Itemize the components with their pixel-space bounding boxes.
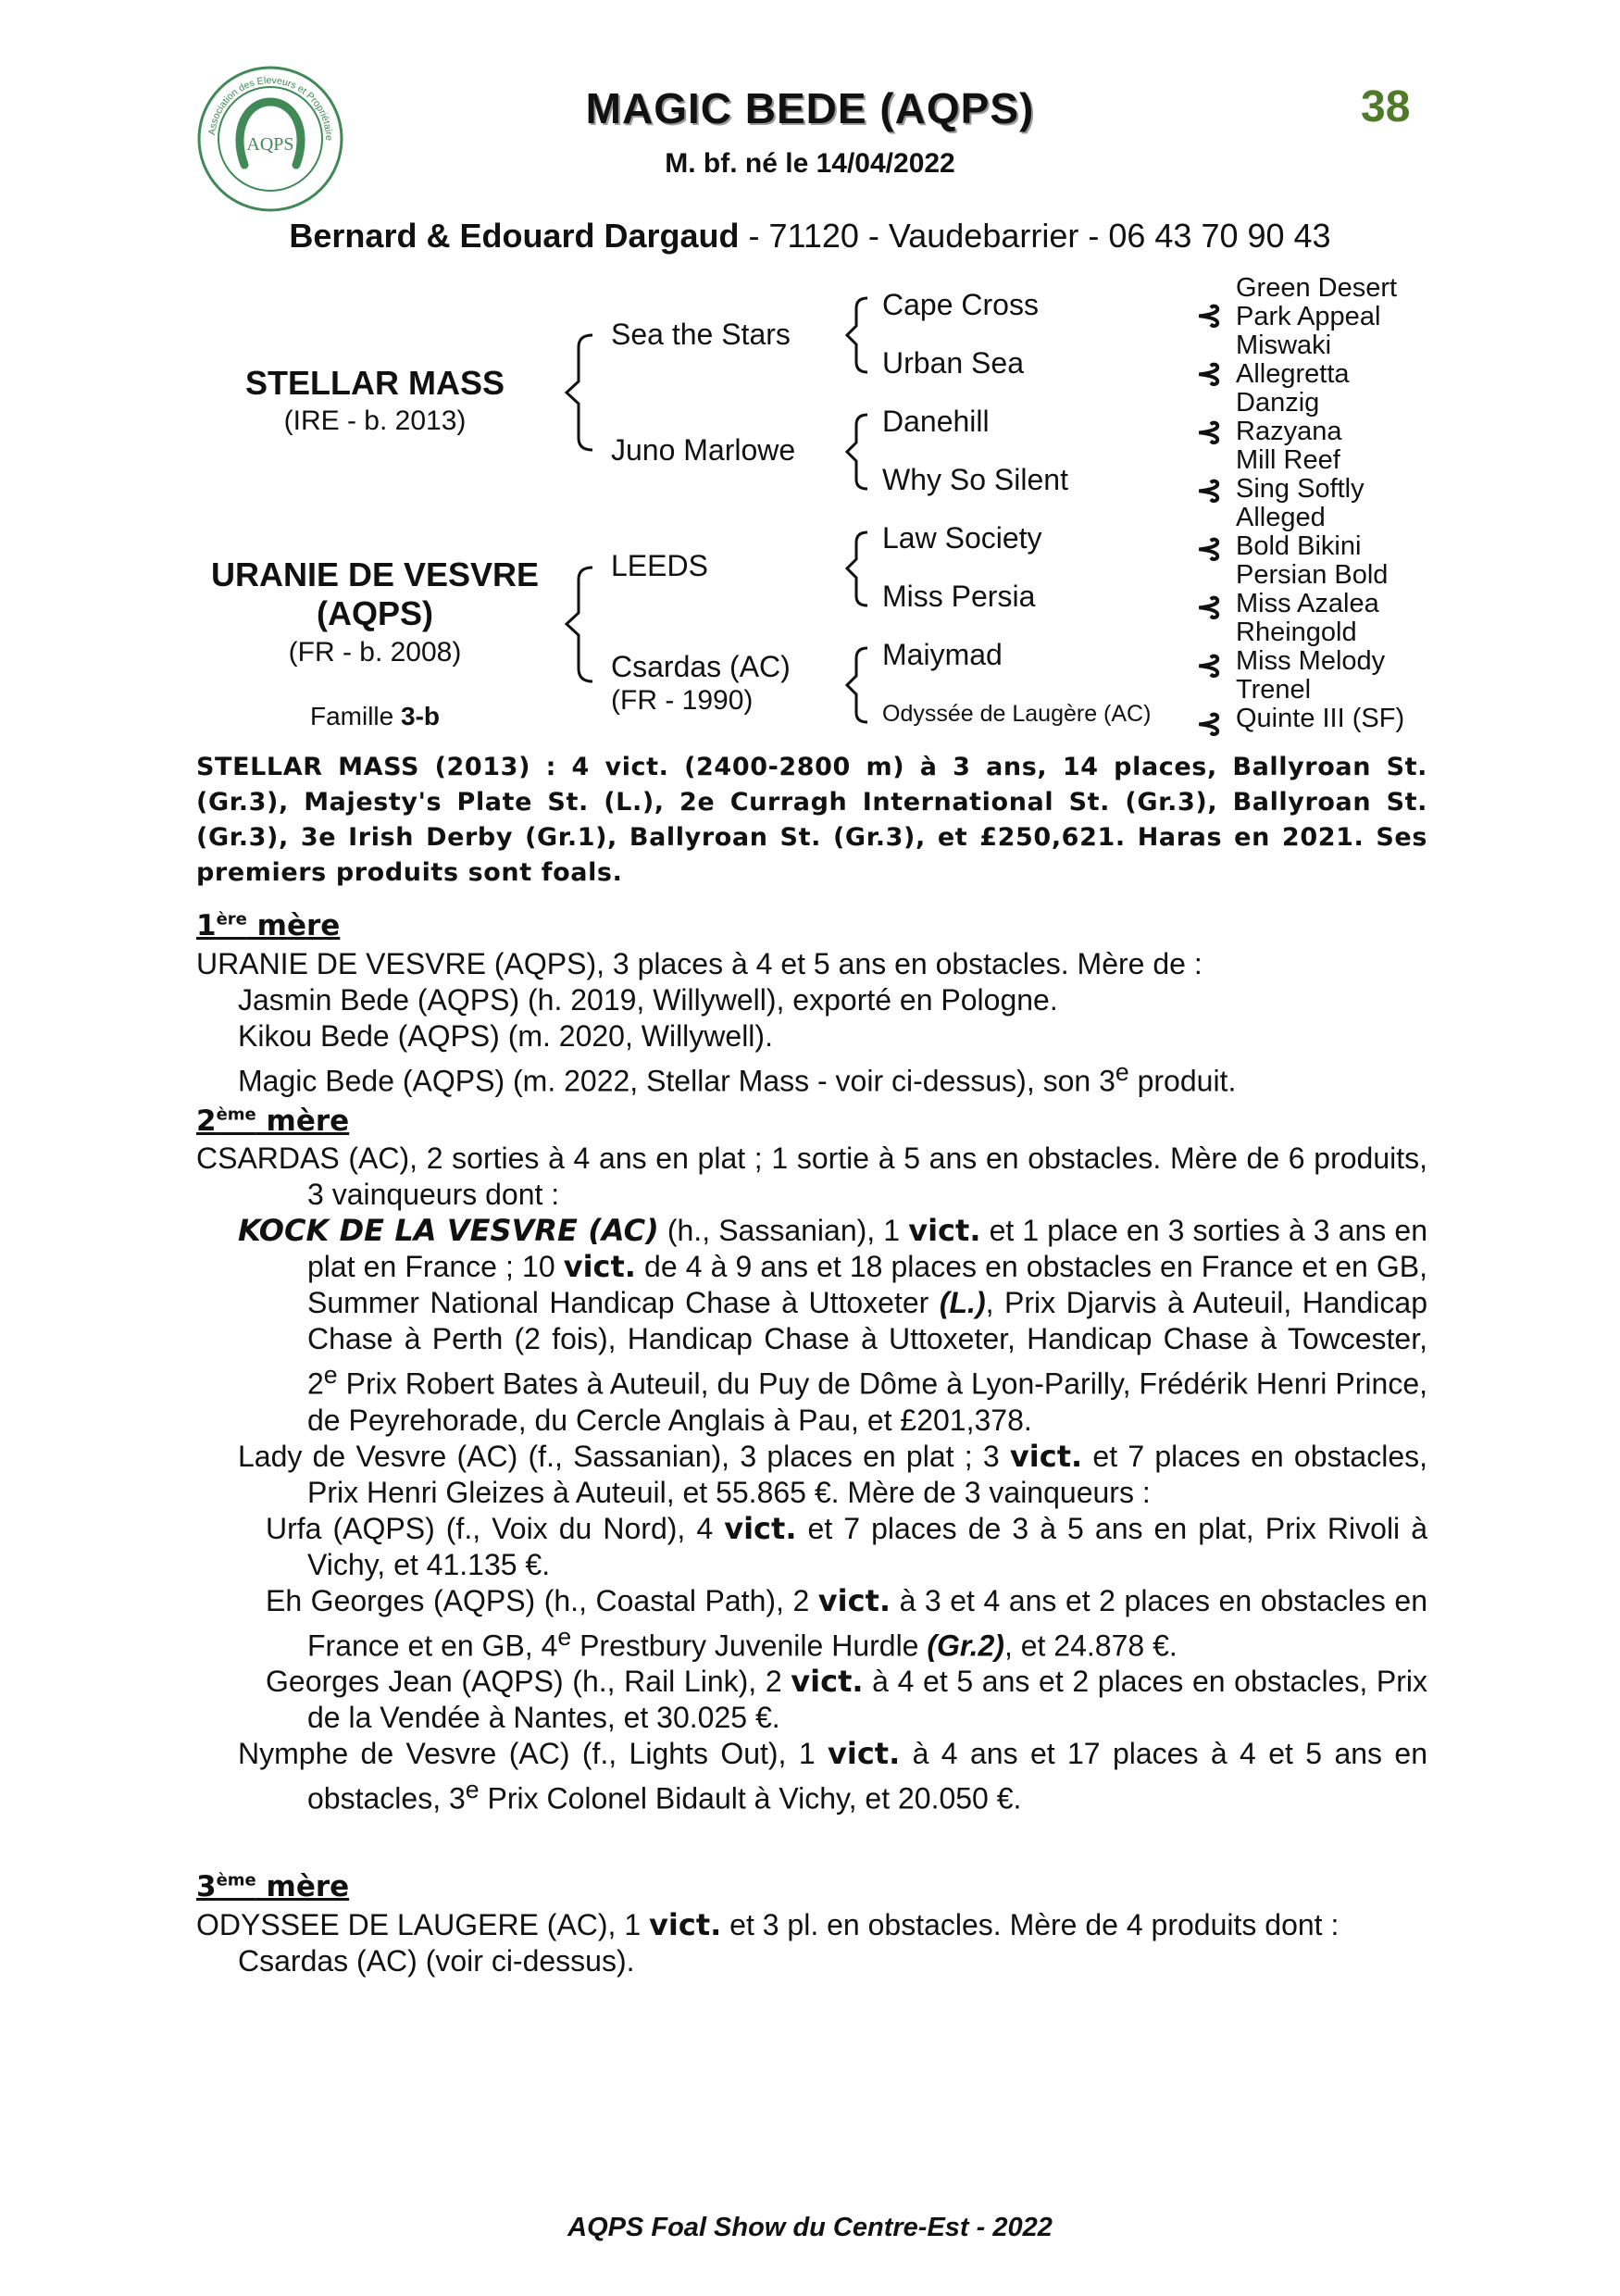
gen3-cape-cross: Cape Cross <box>882 288 1039 321</box>
mere1-intro: URANIE DE VESVRE (AQPS), 3 places à 4 et 5 ans en obstacles. Mère de : <box>196 947 1203 980</box>
gen3-danehill: Danehill <box>882 405 990 438</box>
gen4-sing-softly: Sing Softly <box>1236 474 1365 504</box>
mere1-item: Kikou Bede (AQPS) (m. 2020, Willywell). <box>238 1019 773 1053</box>
gen3-odyssee: Odyssée de Laugère (AC) <box>882 701 1152 727</box>
kock-entry: KOCK DE LA VESVRE (AC) (h., Sassanian), 1 vict. et 1 place en 3 sorties à 3 ans en plat en France ; 10 vict. de 4 à 9 ans et 18 places en obstacles en France et en GB, Summer National Handicap Chase à Uttoxeter (L.), Prix Djarvis à Auteuil, Handicap Chase à Perth (2 fois), Handicap Chase à Uttoxeter, Handicap Chase à Towcester, 2e Prix Robert Bates à Auteuil, du Puy de Dôme à Lyon-Parilly, Frédérik Henri Prince, de Peyrehorade, du Cercle Anglais à Pau, et £201,378. <box>238 1213 1428 1437</box>
mere1-block <box>196 946 1427 1100</box>
logo-text: AQPS <box>246 134 294 155</box>
gen4-bracket-glyphs: ⊰ ⊰ ⊰ ⊰ ⊰ ⊰ ⊰ ⊰ <box>1196 298 1223 742</box>
mere2-block <box>196 1141 1427 1817</box>
gen2-csardas: Csardas (AC) <box>611 650 791 683</box>
gen4-rheingold: Rheingold <box>1236 618 1357 647</box>
gen3-miss-persia: Miss Persia <box>882 580 1036 613</box>
mere1-item: Magic Bede (AQPS) (m. 2022, Stellar Mass - voir ci-dessus), son 3e produit. <box>238 1058 1237 1098</box>
owner-details: - 71120 - Vaudebarrier - 06 43 70 90 43 <box>739 217 1331 255</box>
gen2-csardas-info: (FR - 1990) <box>611 685 754 716</box>
heading-mere2: 2ème mère <box>196 1104 350 1138</box>
gen4-list <box>1236 274 1404 733</box>
page-title: MAGIC BEDE (AQPS) <box>585 84 1035 132</box>
gen3-urban-sea: Urban Sea <box>882 346 1024 380</box>
dam-name-line1: URANIE DE VESVRE <box>210 555 540 593</box>
sire-note: STELLAR MASS (2013) : 4 vict. (2400-2800 m) à 3 ans, 14 places, Ballyroan St. (Gr.3), Majesty's Plate St. (L.), 2e Curragh International St. (Gr.3), Ballyroan St. (Gr.3), 3e Irish Derby (Gr.1), Ballyroan St. (Gr.3), et £250,621. Haras en 2021. Ses premiers produits sont foals. <box>196 753 1427 887</box>
mere3-block <box>196 1907 1427 1979</box>
gen4-razyana: Razyana <box>1236 417 1342 446</box>
gen2-leeds: LEEDS <box>611 549 708 582</box>
sire-name: STELLAR MASS <box>244 364 505 402</box>
gen3-maiymad: Maiymad <box>882 638 1003 671</box>
owner-name: Bernard & Edouard Dargaud <box>289 217 740 255</box>
gen4-allegretta: Allegretta <box>1236 359 1350 389</box>
page-subtitle: M. bf. né le 14/04/2022 <box>665 148 955 179</box>
gen4-miss-azalea: Miss Azalea <box>1236 589 1379 618</box>
mere2-intro: CSARDAS (AC), 2 sorties à 4 ans en plat ; 1 sortie à 5 ans en obstacles. Mère de 6 produits, 3 vainqueurs dont : <box>196 1142 1427 1211</box>
nymphe-entry: Nymphe de Vesvre (AC) (f., Lights Out), 1 vict. à 4 ans et 17 places à 4 et 5 ans en obstacles, 3e Prix Colonel Bidault à Vichy, et 20.050 €. <box>238 1736 1428 1816</box>
mere3-intro: ODYSSEE DE LAUGERE (AC), 1 vict. et 3 pl. en obstacles. Mère de 4 produits dont : <box>196 1907 1340 1942</box>
heading-mere3: 3ème mère <box>196 1870 350 1903</box>
logo-ring-text: Association des Eleveurs et Propriétaire <box>206 74 335 142</box>
mere3-item: Csardas (AC) (voir ci-dessus). <box>238 1944 635 1978</box>
eh-georges-entry: Eh Georges (AQPS) (h., Coastal Path), 2 vict. à 3 et 4 ans et 2 places en obstacles en France et en GB, 4e Prestbury Juvenile Hurdle (Gr.2), et 24.878 €. <box>266 1582 1428 1663</box>
gen4-alleged: Alleged <box>1236 503 1326 532</box>
page-footer: AQPS Foal Show du Centre-Est - 2022 <box>567 2213 1053 2242</box>
gen4-park-appeal: Park Appeal <box>1236 302 1381 331</box>
dam-family: Famille 3-b <box>309 702 440 730</box>
heading-mere1: 1ère mère <box>196 909 341 942</box>
gen3-law-society: Law Society <box>882 521 1042 555</box>
gen4-miswaki: Miswaki <box>1236 331 1332 360</box>
gen2-juno-marlowe: Juno Marlowe <box>611 433 796 467</box>
lady-entry: Lady de Vesvre (AC) (f., Sassanian), 3 places en plat ; 3 vict. et 7 places en obstacles, Prix Henri Gleizes à Auteuil, et 55.865 €. Mère de 3 vainqueurs : <box>238 1438 1428 1509</box>
georges-jean-entry: Georges Jean (AQPS) (h., Rail Link), 2 vict. à 4 et 5 ans et 2 places en obstacles, Prix de la Vendée à Nantes, et 30.025 €. <box>266 1664 1428 1735</box>
gen4-persian-bold: Persian Bold <box>1236 560 1389 590</box>
dam-name-line2: (AQPS) <box>317 594 433 632</box>
gen2-sea-the-stars: Sea the Stars <box>611 318 791 351</box>
urfa-entry: Urfa (AQPS) (f., Voix du Nord), 4 vict. et 7 places de 3 à 5 ans en plat, Prix Rivoli à Vichy, et 41.135 €. <box>266 1510 1428 1581</box>
gen4-bold-bikini: Bold Bikini <box>1236 531 1362 561</box>
gen4-trenel: Trenel <box>1236 675 1312 705</box>
gen4-miss-melody: Miss Melody <box>1236 646 1386 676</box>
gen4-danzig: Danzig <box>1236 388 1320 418</box>
dam-info: (FR - b. 2008) <box>288 637 462 668</box>
sire-info: (IRE - b. 2013) <box>283 406 467 436</box>
gen4-quinte-iii: Quinte III (SF) <box>1236 704 1405 733</box>
gen4-mill-reef: Mill Reef <box>1236 445 1340 475</box>
gen3-why-so-silent: Why So Silent <box>882 463 1068 496</box>
mere1-item: Jasmin Bede (AQPS) (h. 2019, Willywell), exporté en Pologne. <box>238 983 1058 1017</box>
gen4-green-desert: Green Desert <box>1236 273 1398 303</box>
page-number: 38 <box>1361 82 1411 131</box>
